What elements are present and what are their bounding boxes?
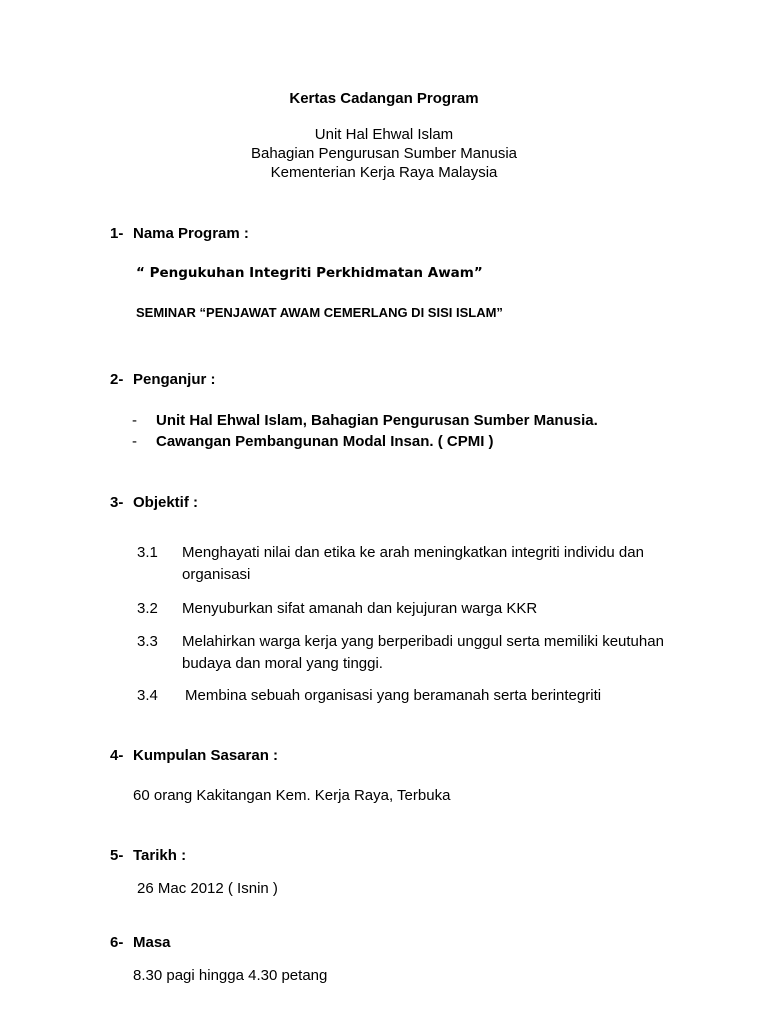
target-group-value: 60 orang Kakitangan Kem. Kerja Raya, Terbuka	[133, 787, 451, 804]
objective-text: Menyuburkan sifat amanah dan kejujuran warga KKR	[182, 600, 538, 617]
section-4-number: 4-	[110, 747, 124, 764]
objective-number: 3.1	[137, 544, 158, 561]
section-6-label: Masa	[133, 934, 171, 951]
section-3-label: Objektif :	[133, 494, 199, 511]
section-1-number: 1-	[110, 225, 124, 242]
section-5-label: Tarikh :	[133, 847, 187, 864]
date-value: 26 Mac 2012 ( Isnin )	[137, 880, 278, 897]
header-unit: Unit Hal Ehwal Islam	[314, 126, 454, 143]
seminar-title: SEMINAR “PENJAWAT AWAM CEMERLANG DI SISI ISLAM”	[136, 305, 503, 320]
organiser-item: Cawangan Pembangunan Modal Insan. ( CPMI )	[156, 433, 494, 450]
time-value: 8.30 pagi hingga 4.30 petang	[133, 967, 328, 984]
objective-number: 3.3	[137, 633, 158, 650]
objective-number: 3.2	[137, 600, 158, 617]
document-title: Kertas Cadangan Program	[289, 90, 479, 107]
organiser-item: Unit Hal Ehwal Islam, Bahagian Pengurusan Sumber Manusia.	[156, 412, 598, 429]
list-bullet: -	[132, 433, 137, 450]
header-kementerian: Kementerian Kerja Raya Malaysia	[270, 164, 498, 181]
list-bullet: -	[132, 412, 137, 429]
section-3-number: 3-	[110, 494, 124, 511]
objective-number: 3.4	[137, 687, 158, 704]
section-2-number: 2-	[110, 371, 124, 388]
section-2-label: Penganjur :	[133, 371, 216, 388]
program-name: “ Pengukuhan Integriti Perkhidmatan Awam”	[136, 265, 483, 281]
section-5-number: 5-	[110, 847, 124, 864]
objective-text: Melahirkan warga kerja yang berperibadi unggul serta memiliki keutuhan budaya dan moral yang tinggi.	[182, 633, 664, 672]
objective-text: Membina sebuah organisasi yang beramanah serta berintegriti	[185, 687, 602, 704]
section-4-label: Kumpulan Sasaran :	[133, 747, 279, 764]
section-1-label: Nama Program :	[133, 225, 249, 242]
section-6-number: 6-	[110, 934, 124, 951]
objective-text: Menghayati nilai dan etika ke arah meningkatkan integriti individu dan organisasi	[182, 544, 644, 583]
header-bahagian: Bahagian Pengurusan Sumber Manusia	[250, 145, 517, 162]
